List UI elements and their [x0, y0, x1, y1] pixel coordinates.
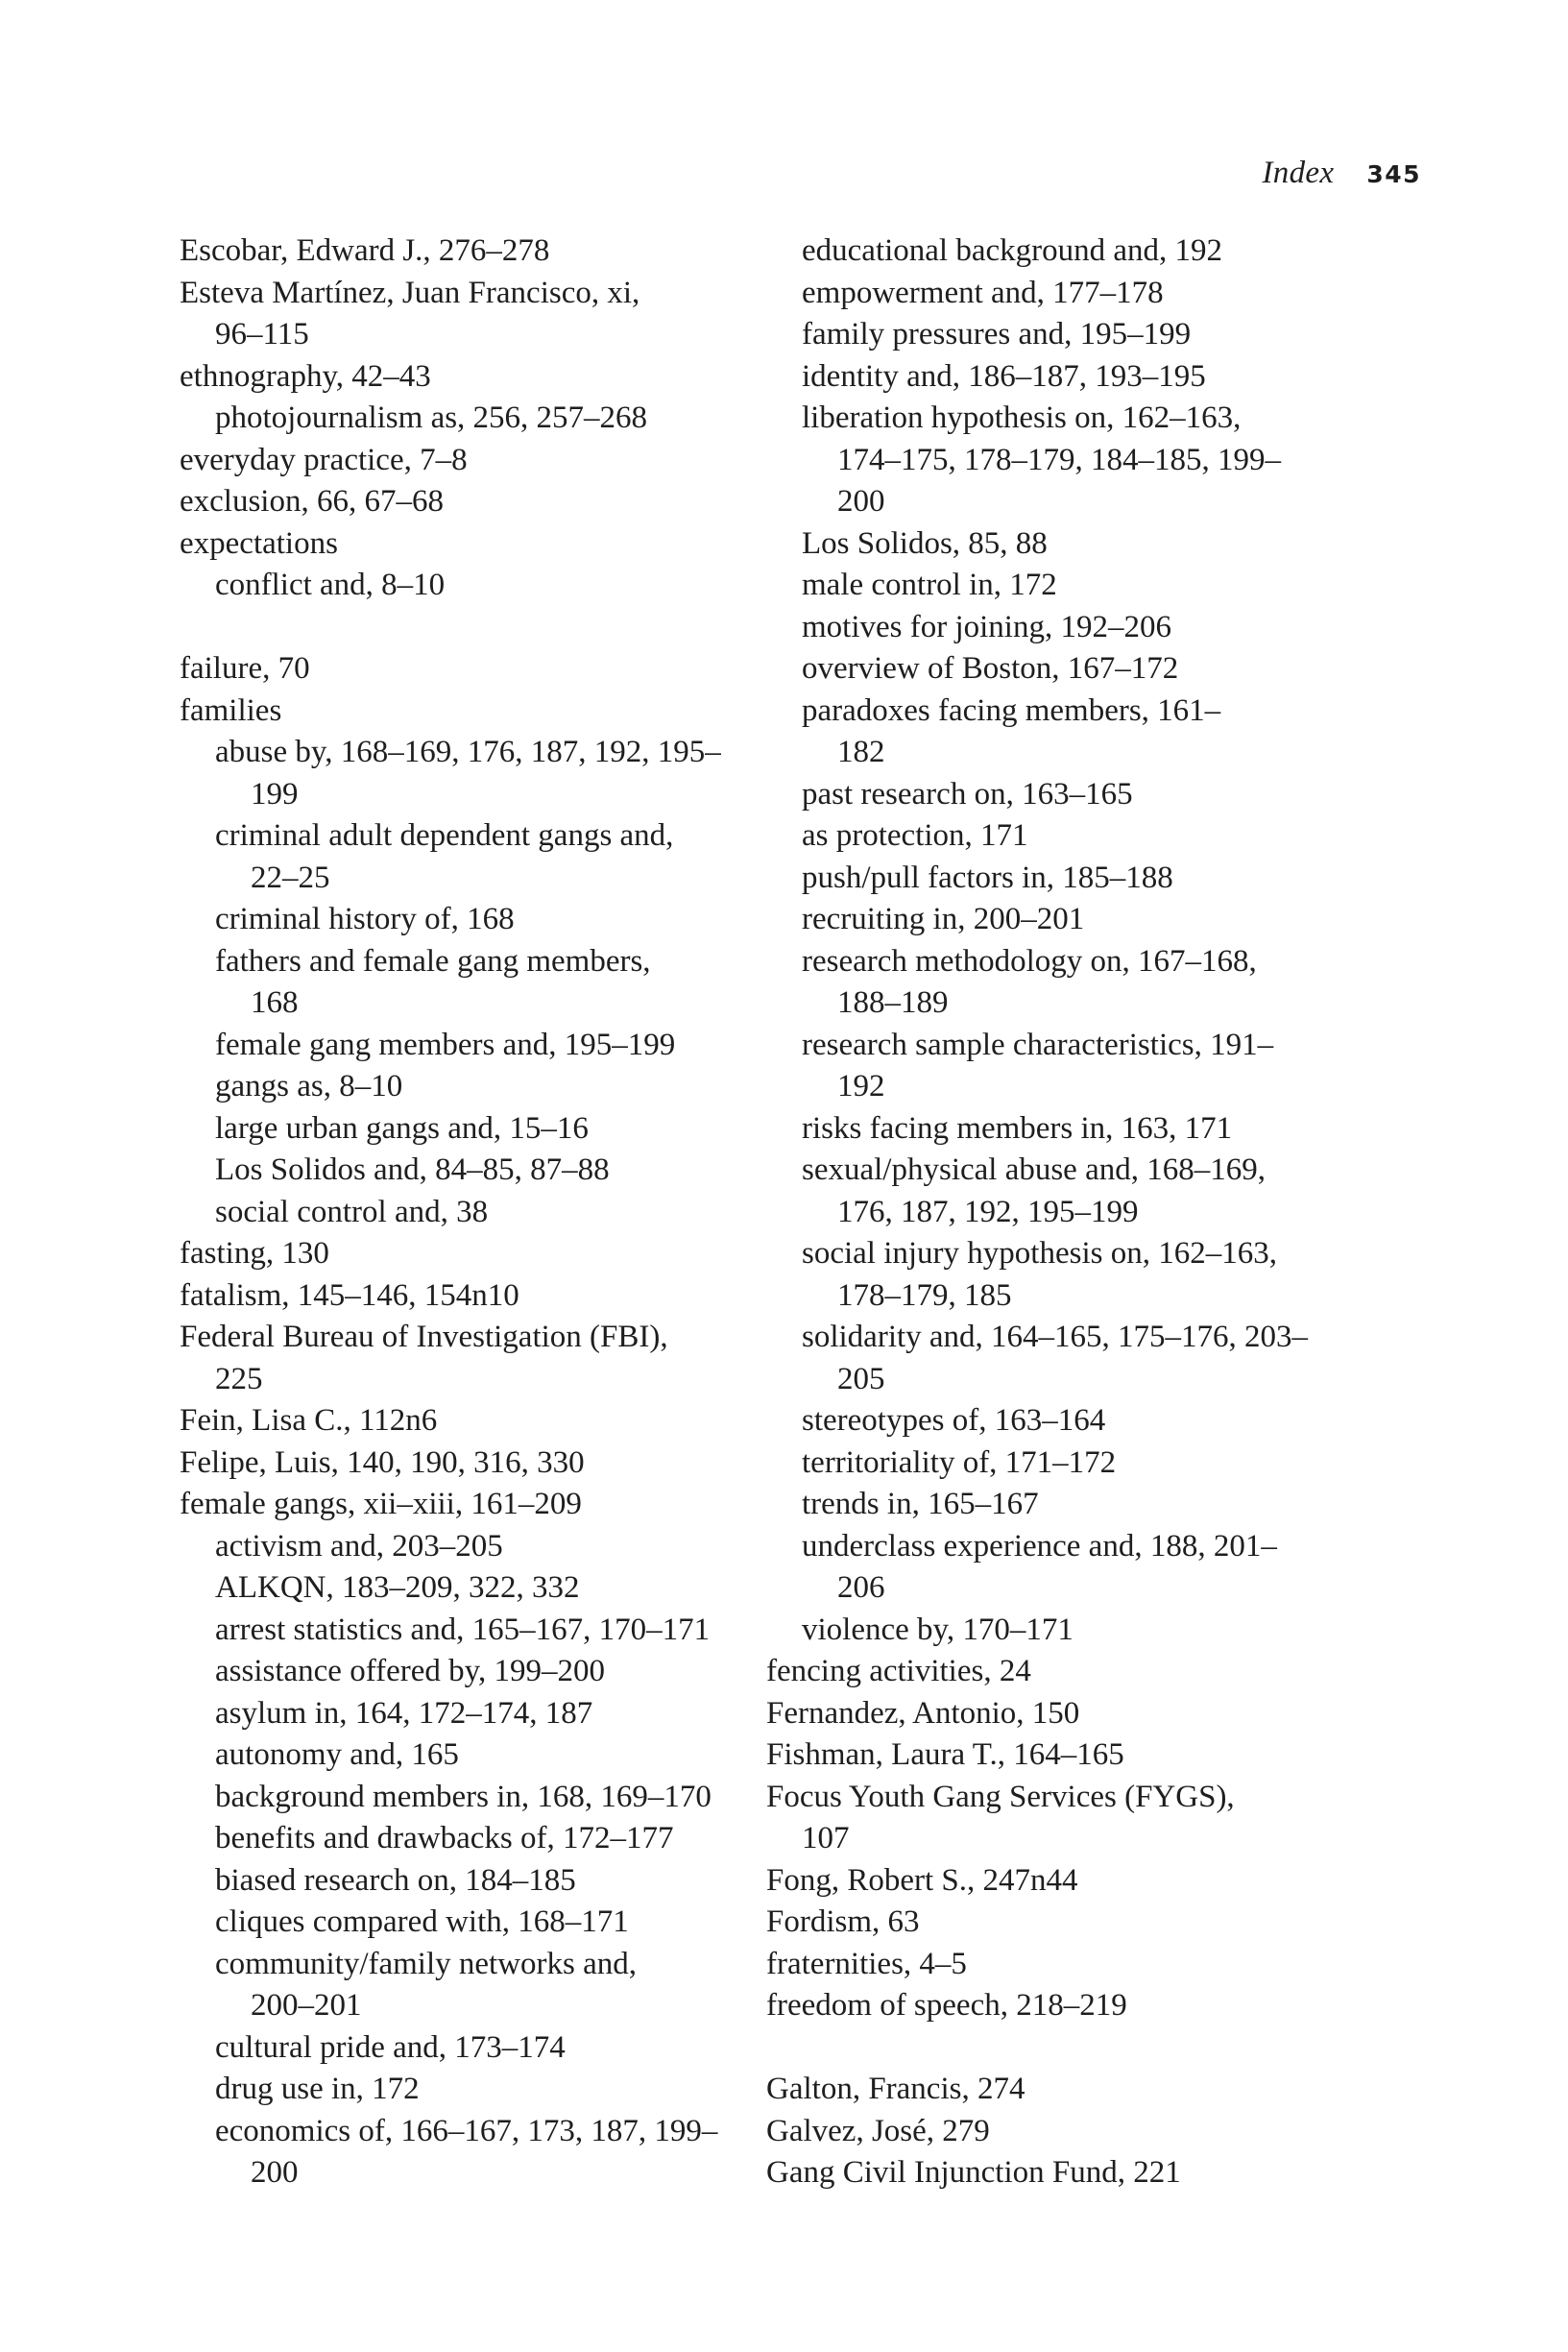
entry-line: families: [180, 692, 282, 728]
entry-line: 200: [837, 484, 885, 519]
index-entry: [766, 2152, 1342, 2194]
index-subentry: [766, 858, 1342, 900]
index-subentry: [180, 732, 756, 815]
entry-line: Gang Civil Injunction Fund, 221: [766, 2155, 1181, 2190]
index-entry: [180, 1484, 756, 1526]
entry-line: arrest statistics and, 165–167, 170–171: [215, 1612, 711, 1647]
index-subentry: [180, 899, 756, 941]
index-entry: [766, 1860, 1342, 1903]
entry-line: 107: [802, 1821, 850, 1855]
index-subentry: [766, 1526, 1342, 1610]
entry-line: fraternities, 4–5: [766, 1946, 967, 1981]
entry-line: activism and, 203–205: [215, 1528, 503, 1564]
entry-line: Escobar, Edward J., 276–278: [180, 233, 550, 268]
index-entry: [180, 1443, 756, 1485]
index-subentry: [180, 1777, 756, 1819]
entry-line: background members in, 168, 169–170: [215, 1779, 712, 1814]
index-entry: [180, 440, 756, 482]
entry-line: 200–201: [251, 1988, 362, 2023]
entry-line: as protection, 171: [802, 818, 1028, 853]
index-subentry: [180, 1150, 756, 1192]
running-head: [1263, 156, 1421, 191]
index-subentry: [766, 899, 1342, 941]
index-subentry: [766, 1610, 1342, 1652]
entry-line: 199: [251, 776, 299, 812]
entry-line: motives for joining, 192–206: [802, 609, 1171, 644]
entry-line: criminal history of, 168: [215, 902, 515, 936]
entry-line: failure, 70: [180, 651, 310, 686]
entry-line: benefits and drawbacks of, 172–177: [215, 1821, 674, 1855]
entry-line: social injury hypothesis on, 162–163,: [802, 1236, 1277, 1271]
index-subentry: [180, 1526, 756, 1568]
entry-line: cultural pride and, 173–174: [215, 2029, 566, 2065]
entry-line: fencing activities, 24: [766, 1654, 1031, 1688]
entry-line: Focus Youth Gang Services (FYGS),: [766, 1779, 1235, 1814]
index-entry: [766, 1651, 1342, 1693]
entry-line: solidarity and, 164–165, 175–176, 203–: [802, 1320, 1309, 1354]
index-entry: [180, 481, 756, 523]
entry-line: Fong, Robert S., 247n44: [766, 1862, 1078, 1898]
index-subentry: [766, 1400, 1342, 1443]
entry-line: family pressures and, 195–199: [802, 317, 1192, 352]
entry-line: gangs as, 8–10: [215, 1069, 403, 1103]
entry-line: drug use in, 172: [215, 2072, 420, 2106]
index-subentry: [766, 774, 1342, 816]
entry-line: 178–179, 185: [837, 1277, 1012, 1313]
index-subentry: [180, 941, 756, 1025]
entry-line: fatalism, 145–146, 154n10: [180, 1277, 519, 1313]
entry-line: 206: [837, 1570, 885, 1605]
index-entry: [766, 1693, 1342, 1735]
entry-line: violence by, 170–171: [802, 1612, 1073, 1647]
index-subentry: [180, 1025, 756, 1067]
index-subentry: [180, 1693, 756, 1735]
index-subentry: [766, 314, 1342, 356]
index-subentry: [180, 1944, 756, 2027]
index-subentry: [180, 1860, 756, 1903]
index-entry: [766, 1944, 1342, 1986]
entry-line: research methodology on, 167–168,: [802, 943, 1257, 979]
running-title: Index: [1262, 156, 1335, 190]
index-entry: [766, 1985, 1342, 2027]
index-subentry: [180, 815, 756, 899]
entry-line: fathers and female gang members,: [215, 943, 651, 979]
entry-line: exclusion, 66, 67–68: [180, 484, 444, 519]
entry-line: criminal adult dependent gangs and,: [215, 818, 674, 853]
entry-line: research sample characteristics, 191–: [802, 1027, 1274, 1062]
entry-line: past research on, 163–165: [802, 776, 1133, 812]
index-subentry: [766, 1025, 1342, 1108]
index-entry: [180, 691, 756, 733]
index-subentry: [766, 941, 1342, 1025]
index-subentry: [180, 565, 756, 607]
index-column-right: [766, 230, 1342, 2194]
index-entry: [180, 523, 756, 566]
entry-line: sexual/physical abuse and, 168–169,: [802, 1152, 1266, 1187]
entry-line: biased research on, 184–185: [215, 1862, 576, 1898]
index-subentry: [180, 2069, 756, 2111]
entry-line: liberation hypothesis on, 162–163,: [802, 400, 1242, 435]
index-entry: [180, 1317, 756, 1400]
index-subentry: [766, 1443, 1342, 1485]
index-subentry: [180, 1066, 756, 1108]
index-subentry: [766, 273, 1342, 315]
entry-line: ALKQN, 183–209, 322, 332: [215, 1570, 580, 1605]
index-subentry: [766, 1317, 1342, 1400]
index-entry: [180, 1400, 756, 1443]
index-entry: [180, 648, 756, 691]
index-subentry: [180, 2027, 756, 2070]
index-subentry: [180, 2111, 756, 2194]
index-entry: [180, 1275, 756, 1318]
entry-line: community/family networks and,: [215, 1946, 638, 1981]
entry-line: everyday practice, 7–8: [180, 442, 468, 477]
index-subentry: [766, 607, 1342, 649]
entry-line: Fernandez, Antonio, 150: [766, 1695, 1080, 1731]
entry-line: 96–115: [215, 317, 309, 352]
entry-line: 168: [251, 985, 299, 1020]
entry-line: freedom of speech, 218–219: [766, 1988, 1127, 2023]
entry-line: autonomy and, 165: [215, 1737, 459, 1772]
entry-line: abuse by, 168–169, 176, 187, 192, 195–: [215, 735, 721, 769]
entry-line: expectations: [180, 525, 338, 561]
entry-line: Fishman, Laura T., 164–165: [766, 1737, 1124, 1772]
entry-line: male control in, 172: [802, 568, 1057, 602]
index-subentry: [180, 1192, 756, 1234]
entry-line: Los Solidos, 85, 88: [802, 525, 1048, 561]
index-entry: [766, 2111, 1342, 2153]
index-subentry: [766, 1233, 1342, 1317]
entry-line: educational background and, 192: [802, 233, 1223, 268]
entry-line: asylum in, 164, 172–174, 187: [215, 1695, 593, 1731]
entry-line: stereotypes of, 163–164: [802, 1403, 1106, 1438]
index-subentry: [766, 815, 1342, 858]
entry-line: identity and, 186–187, 193–195: [802, 358, 1206, 394]
entry-line: conflict and, 8–10: [215, 568, 446, 602]
index-entry: [180, 1233, 756, 1275]
entry-line: Fein, Lisa C., 112n6: [180, 1403, 438, 1438]
index-entry: [766, 1777, 1342, 1860]
entry-line: trends in, 165–167: [802, 1487, 1039, 1521]
index-subentry: [766, 523, 1342, 566]
index-entry: [766, 1734, 1342, 1777]
index-entry: [766, 2069, 1342, 2111]
entry-line: 225: [215, 1361, 263, 1396]
entry-line: 205: [837, 1361, 885, 1396]
entry-line: 176, 187, 192, 195–199: [837, 1194, 1139, 1229]
entry-line: Federal Bureau of Investigation (FBI),: [180, 1320, 668, 1354]
entry-line: large urban gangs and, 15–16: [215, 1110, 589, 1146]
entry-line: Galton, Francis, 274: [766, 2072, 1025, 2106]
index-subentry: [766, 1150, 1342, 1233]
index-entry: [180, 273, 756, 356]
index-entry: [180, 230, 756, 273]
index-entry: [766, 1902, 1342, 1944]
index-entry: [180, 356, 756, 399]
index-subentry: [766, 230, 1342, 273]
entry-line: recruiting in, 200–201: [802, 902, 1085, 936]
section-gap: [766, 2027, 1342, 2070]
entry-line: underclass experience and, 188, 201–: [802, 1528, 1277, 1564]
entry-line: territoriality of, 171–172: [802, 1444, 1117, 1480]
index-subentry: [766, 356, 1342, 399]
entry-line: overview of Boston, 167–172: [802, 651, 1179, 686]
entry-line: 22–25: [251, 860, 330, 895]
index-subentry: [766, 1108, 1342, 1151]
entry-line: 188–189: [837, 985, 949, 1020]
entry-line: push/pull factors in, 185–188: [802, 860, 1173, 895]
entry-line: cliques compared with, 168–171: [215, 1904, 629, 1939]
entry-line: Esteva Martínez, Juan Francisco, xi,: [180, 275, 640, 310]
entry-line: paradoxes facing members, 161–: [802, 692, 1221, 728]
index-subentry: [180, 398, 756, 440]
entry-line: Galvez, José, 279: [766, 2113, 990, 2148]
entry-line: 174–175, 178–179, 184–185, 199–: [837, 442, 1281, 477]
entry-line: female gangs, xii–xiii, 161–209: [180, 1487, 582, 1521]
page-number: 345: [1366, 160, 1421, 188]
index-subentry: [180, 1902, 756, 1944]
entry-line: female gang members and, 195–199: [215, 1027, 676, 1062]
entry-line: economics of, 166–167, 173, 187, 199–: [215, 2113, 718, 2148]
index-subentry: [180, 1651, 756, 1693]
entry-line: fasting, 130: [180, 1236, 329, 1271]
entry-line: 182: [837, 735, 885, 769]
index-subentry: [180, 1567, 756, 1610]
index-subentry: [766, 398, 1342, 523]
section-gap: [180, 607, 756, 649]
entry-line: ethnography, 42–43: [180, 358, 431, 394]
entry-line: risks facing members in, 163, 171: [802, 1110, 1233, 1146]
index-subentry: [766, 691, 1342, 774]
entry-line: empowerment and, 177–178: [802, 275, 1164, 310]
index-subentry: [180, 1610, 756, 1652]
index-subentry: [766, 648, 1342, 691]
index-column-left: [180, 230, 756, 2194]
index-subentry: [766, 565, 1342, 607]
entry-line: assistance offered by, 199–200: [215, 1654, 605, 1688]
entry-line: Felipe, Luis, 140, 190, 316, 330: [180, 1444, 585, 1480]
entry-line: photojournalism as, 256, 257–268: [215, 400, 648, 435]
index-subentry: [180, 1734, 756, 1777]
entry-line: Los Solidos and, 84–85, 87–88: [215, 1152, 610, 1187]
entry-line: 192: [837, 1069, 885, 1103]
index-subentry: [180, 1108, 756, 1151]
entry-line: social control and, 38: [215, 1194, 489, 1229]
entry-line: Fordism, 63: [766, 1904, 920, 1939]
entry-line: 200: [251, 2155, 299, 2190]
index-subentry: [180, 1818, 756, 1860]
index-subentry: [766, 1484, 1342, 1526]
